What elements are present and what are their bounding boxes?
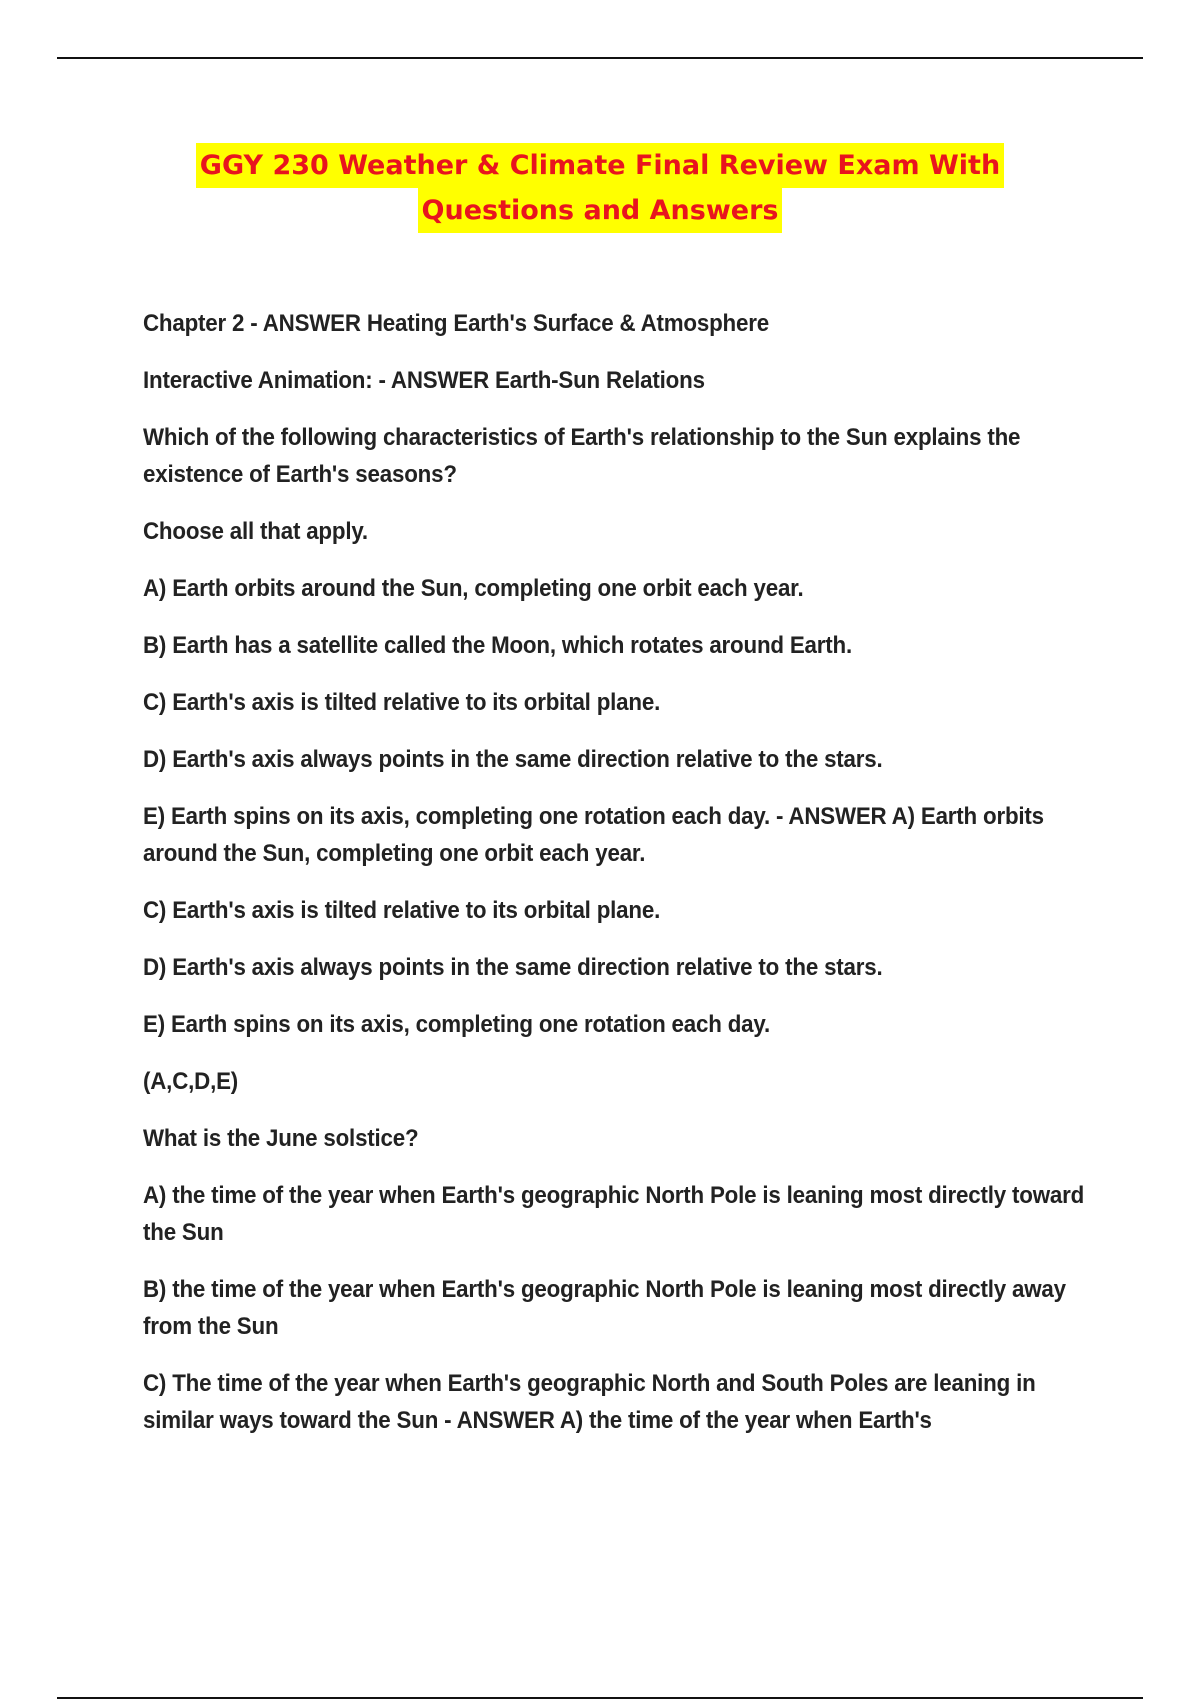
paragraph-solstice-c-answer: C) The time of the year when Earth's geographic North and South Poles are leaning in similar ways toward the Sun - ANSWER A) the time of the year when Earth's (143, 1370, 1036, 1434)
paragraph-answer-summary: (A,C,D,E) (143, 1068, 239, 1095)
document-body (143, 305, 1098, 1459)
paragraph-solstice-a: A) the time of the year when Earth's geographic North Pole is leaning most directly toward the Sun (143, 1182, 1085, 1246)
paragraph-option-b: B) Earth has a satellite called the Moon, which rotates around Earth. (143, 632, 852, 659)
paragraph-answer-e: E) Earth spins on its axis, completing one rotation each day. (143, 1011, 770, 1038)
paragraph-option-e-answer: E) Earth spins on its axis, completing one rotation each day. - ANSWER A) Earth orbits around the Sun, completing one orbit each year. (143, 803, 1044, 867)
paragraph-option-c: C) Earth's axis is tilted relative to its orbital plane. (143, 689, 661, 716)
paragraph-chapter: Chapter 2 - ANSWER Heating Earth's Surface & Atmosphere (143, 310, 769, 337)
paragraph-answer-d: D) Earth's axis always points in the same direction relative to the stars. (143, 954, 883, 981)
paragraph-option-a: A) Earth orbits around the Sun, completing one orbit each year. (143, 575, 804, 602)
paragraph-option-d: D) Earth's axis always points in the same direction relative to the stars. (143, 746, 883, 773)
title-line-2: Questions and Answers (418, 188, 783, 233)
paragraph-animation: Interactive Animation: - ANSWER Earth-Sun Relations (143, 367, 705, 394)
paragraph-instruction: Choose all that apply. (143, 518, 368, 545)
paragraph-answer-c: C) Earth's axis is tilted relative to its orbital plane. (143, 897, 661, 924)
paragraph-question-seasons: Which of the following characteristics of Earth's relationship to the Sun explains the existence of Earth's seasons? (143, 424, 1021, 488)
document-title (0, 143, 1200, 233)
title-line-1: GGY 230 Weather & Climate Final Review Exam With (196, 143, 1004, 188)
top-rule (57, 57, 1143, 59)
paragraph-question-solstice: What is the June solstice? (143, 1125, 419, 1152)
paragraph-solstice-b: B) the time of the year when Earth's geographic North Pole is leaning most directly away from the Sun (143, 1276, 1066, 1340)
bottom-rule (57, 1697, 1143, 1699)
